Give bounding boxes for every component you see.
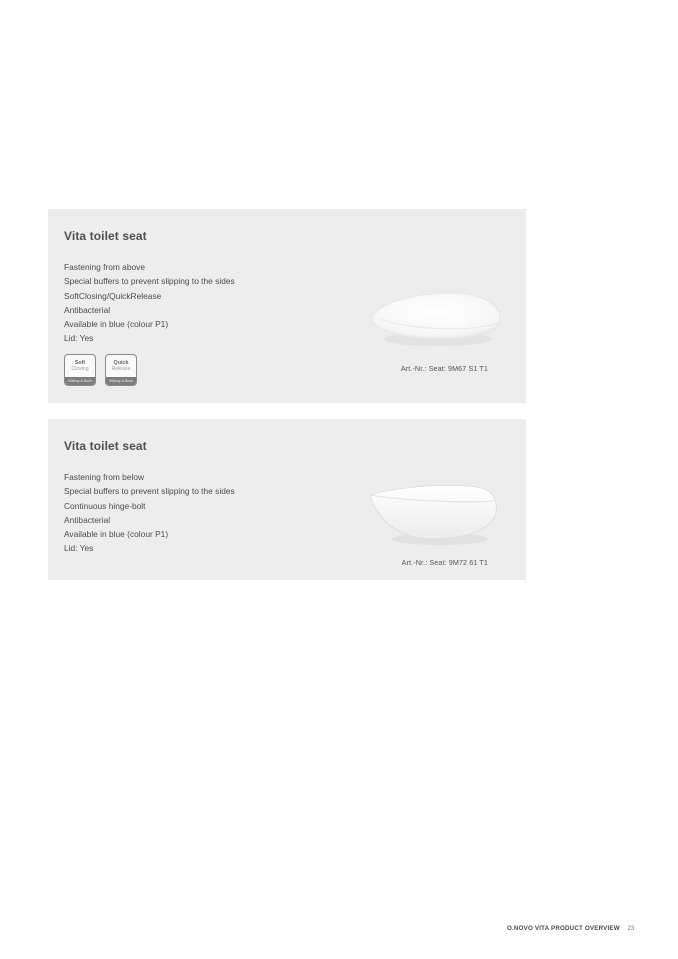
toilet-seat-closed-image (366, 289, 506, 351)
quick-release-badge-icon (105, 354, 137, 386)
badge-sublabel: Closing (71, 366, 89, 372)
document-title: O.NOVO VITA PRODUCT OVERVIEW (507, 925, 620, 932)
feature-item: Antibacterial (64, 304, 111, 315)
page-footer (507, 925, 634, 932)
feature-list (64, 470, 235, 556)
product-title: Vita toilet seat (64, 229, 147, 243)
feature-badges (64, 354, 137, 386)
article-number: Art.-Nr.: Seat: 9M67 S1 T1 (400, 364, 488, 373)
feature-item: Special buffers to prevent slipping to the sides (64, 276, 235, 287)
badge-label: Soft (74, 360, 86, 366)
toilet-seat-image (366, 481, 506, 549)
feature-item: Special buffers to prevent slipping to the sides (64, 486, 235, 497)
feature-item: Antibacterial (64, 514, 111, 525)
article-number: Art.-Nr.: Seat: 9M72 61 T1 (401, 558, 488, 567)
feature-item: Available in blue (colour P1) (64, 529, 169, 540)
feature-list (64, 260, 235, 346)
badge-brand: Villeroy & Boch (106, 377, 136, 385)
feature-item: SoftClosing/QuickRelease (64, 290, 162, 301)
page-number: 23 (627, 925, 635, 932)
product-card-seat-fastening-below (48, 419, 526, 580)
product-title: Vita toilet seat (64, 439, 147, 453)
feature-item: Continuous hinge-bolt (64, 500, 146, 511)
badge-brand: Villeroy & Boch (65, 377, 95, 385)
badge-label: Quick (113, 360, 129, 366)
feature-item: Lid: Yes (64, 543, 94, 554)
feature-item: Fastening from below (64, 472, 145, 482)
badge-sublabel: Release (111, 366, 131, 372)
feature-item: Lid: Yes (64, 333, 94, 344)
product-card-seat-fastening-above (48, 209, 526, 403)
soft-closing-badge-icon (64, 354, 96, 386)
feature-item: Available in blue (colour P1) (64, 319, 169, 330)
feature-item: Fastening from above (64, 262, 146, 272)
